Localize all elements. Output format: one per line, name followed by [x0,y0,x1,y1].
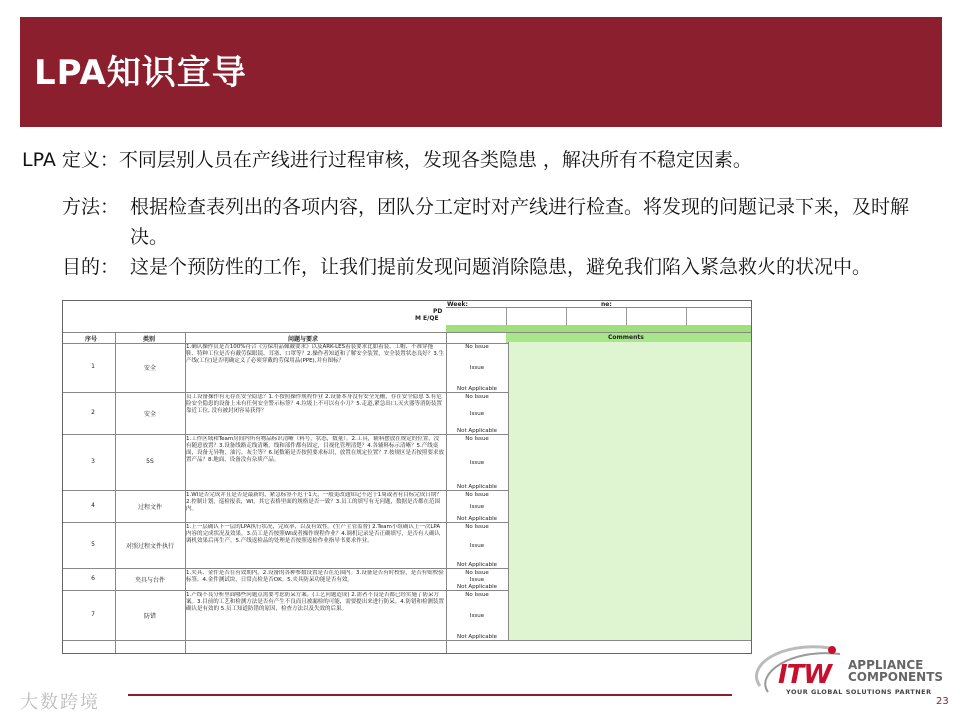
status-option: Not Applicable [457,386,497,392]
logo-line1: APPLIANCE [848,658,924,672]
watermark: 大数跨境 [20,692,100,713]
checklist-row [63,590,751,641]
status-option: Issue [469,460,485,466]
status-option: Issue [469,613,485,619]
row-category: 5S [146,458,154,465]
logo-name [848,659,943,683]
footer-divider [128,694,732,696]
row-number: 3 [91,458,95,465]
row-number: 6 [91,575,95,582]
purpose-paragraph [62,252,922,282]
status-option: Not Applicable [457,562,497,568]
checklist-row [63,522,751,569]
page-number: 23 [936,696,949,707]
status-option: Issue [469,411,485,417]
status-option: Issue [469,365,485,371]
header-no: 序号 [85,336,98,343]
lpa-definition: LPA 定义：不同层别人员在产线进行过程审核，发现各类隐患 ，解决所有不稳定因素。 [22,149,752,171]
row-requirement: 1.上一层确认下一层的LPA执行状况，完成率，以及有效性。(生产主管监督) 2.Team小组确认上一次LPA内容的完成状况及效果。3.员工是否按照WI或者操作规程作业？4.调机记录是否正确填写，是否有人确认调机效果后再生产。5.产线返检品的处理是否按照返检作业指导书要求作业。 [186,524,441,544]
itw-logo [740,636,944,700]
status-option: Not Applicable [457,634,497,640]
status-option: Not Applicable [457,584,497,590]
purpose-label: 目的： [62,256,120,278]
comment-cell [508,342,752,392]
row-category: 安全 [143,365,156,372]
checklist-row [63,568,751,591]
row-status-options [447,490,507,522]
row-status-options [447,342,507,392]
status-option: Issue [469,504,485,510]
row-requirement: 1.产线不良分析里面哪些问题点需要考虑防呆方案。(工艺问题造成) 2.需者不良是否都已经实施了防呆方案。3.目前的工艺和检测方法是否有产生不良而且被漏检的可能，需要提出来进行防呆。4.防错和检测装置确认是有效的 5.员工知道防错的原因，检查方法以及失效的后果。 [186,592,444,612]
method-paragraph [62,192,922,252]
row-requirement: 员工设备操作有无存在安全隐患？1.不按照操作规程作业 2.设备本身没有安全光栅，存在安全隐患 3.有危险安全隐患的设备上未有任何安全警示标签？4.垃圾上不可以有小刀？5.走道,紧急出口,灭火器等消防装置靠近工位, 没有被封闭容易获得？ [186,394,442,414]
status-option: Not Applicable [457,484,497,490]
comment-cell [508,522,752,568]
status-option: No Issue [465,492,489,498]
status-option: Issue [469,543,485,549]
comment-cell [508,490,752,522]
row-status-options [447,434,507,490]
row-requirement: 1.夹具、金件是否在有效期内。2.设备的各种参数设置是否在范围内。3.设备是否有时校验，是否有贴校验标签。4.金件测试块，日常点检是否OK。5.夹具防呆功能是否有效。 [186,570,444,583]
status-option: Issue [469,577,485,583]
row-number: 2 [91,409,95,416]
checklist-row [63,434,751,491]
row-number: 7 [91,611,95,618]
row-number: 5 [91,541,95,548]
row-category: 过程文件 [137,504,162,511]
status-option: No Issue [465,394,489,400]
header-comments: Comments [608,334,644,341]
checklist-top-grid [446,307,751,326]
row-number: 1 [91,363,95,370]
status-option: No Issue [465,592,489,598]
method-label: 方法： [62,196,120,218]
date-label: ne: [601,301,612,308]
row-requirement: 1.工作区域和Team房间内所有物品标识清晰（料号，状态，数量）。2.工具，辅料摆放在规定的位置，没有随意放置？3.设备线路走线清晰，线和部件都有固定，目视化管理清楚？4.各辅料标示清晰？5.产线桌面，设备无异物，油污，灰尘等？6.尾数箱是否按照要求标识，放置在规定位置？7.按规区是否按照要求放置产品？8.地面，设备没有杂质产品。 [186,436,444,463]
row-status-options [447,590,507,640]
row-category: 夹具与台件 [134,577,165,584]
purpose-body: 这是个预防性的工作，让我们提前发现问题消除隐患，避免我们陷入紧急救火的状况中。 [130,256,872,278]
logo-line2: COMPONENTS [848,670,944,684]
row-status-options [447,568,507,590]
checklist-green-bar [446,325,751,332]
method-body: 根据检查表列出的各项内容，团队分工定时对产线进行检查。将发现的问题记录下来，及时解决。 [130,196,910,248]
row-status-options [447,392,507,434]
status-option: No Issue [465,570,489,576]
comment-cell [508,392,752,434]
row-category: 防错 [143,613,156,620]
status-option: No Issue [465,344,489,350]
row-requirement: 1.确认操作员是否100%符合《劳保用品佩戴要求》以及ARK-LES着装要求比如着装、工帽、不准穿拖鞋、特种工位是否有戴劳保眼镜、耳塞、口罩等？2.操作者知道和了解安全装置，安全装置状态良好？3.生产线(工位)是否明确定义了必须穿戴的劳保用品(PPE),并有图标？ [186,344,444,364]
row-requirement: 1.WI是否完成并且是否是最新的，紧急标签不迟于1天，一般更改通知记不迟于1周或者有目标完成日期？2.控制计划，巡检报表，WI，其它表格里面的规格是否一致？3.员工的填写有无问题，数据是否都在范围内。 [186,492,442,512]
comment-cell [508,568,752,590]
header-category: 类别 [143,336,156,343]
row-category: 对照过程文件执行 [125,543,174,550]
logo-brand: ITW [778,660,832,690]
pd-label: PD [433,308,443,315]
lpa-checklist-image [62,300,752,654]
comment-cell [508,434,752,490]
header-requirement: 问题与要求 [288,336,319,343]
status-option: Not Applicable [457,428,497,434]
checklist-row [63,392,751,435]
title-banner [20,17,942,127]
week-label: Week: [447,301,468,308]
slide-title: LPA知识宣导 [34,53,247,93]
status-option: Not Applicable [457,516,497,522]
me-qe-label: M E/QE [415,315,439,322]
status-option: No Issue [465,524,489,530]
checklist-row [63,342,751,393]
checklist-row [63,490,751,523]
comment-cell [508,590,752,640]
status-option: No Issue [465,436,489,442]
row-number: 4 [91,502,95,509]
logo-tagline: YOUR GLOBAL SOLUTIONS PARTNER [786,688,932,696]
row-status-options [447,522,507,568]
row-category: 安全 [143,411,156,418]
